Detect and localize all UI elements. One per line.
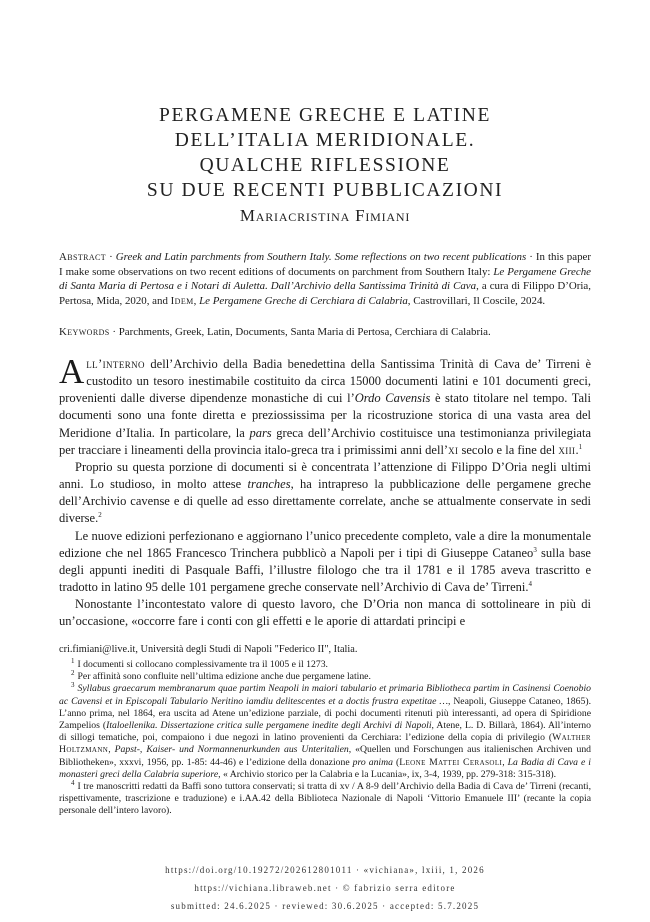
footnotes <box>59 656 592 818</box>
article-body <box>59 352 592 631</box>
title-line: PERGAMENE GRECHE E LATINE <box>159 105 491 126</box>
article-title <box>40 103 610 203</box>
doi-footer[interactable]: https://doi.org/10.19272/202612801011 · «vichiana», lxiii, 1, 2026 <box>165 865 485 875</box>
title-line: SU DUE RECENTI PUBBLICAZIONI <box>146 180 504 201</box>
abstract-title-en: Greek and Latin parchments from Southern Italy. Some reflections on two recent publications <box>115 251 527 263</box>
keywords-label: Keywords <box>59 326 110 338</box>
paragraph: Nonostante l’incontestato valore di questo lavoro, che D’Oria non manca di sottolineare in più di un’occasione, «occorre fare i conti con gli effetti e le aporie di attardati principi e <box>59 597 591 629</box>
footnote-ref[interactable]: 3 <box>533 545 537 554</box>
footnote-ref[interactable]: 1 <box>578 442 583 451</box>
author-affiliation: cri.fimiani@live.it, Università degli Studi di Napoli "Federico II", Italia. <box>59 644 358 655</box>
paragraph: All’interno dell’Archivio della Badia benedettina della Santissima Trinità di Cava de’ Tirreni è custodito un tesoro inestimabile costituito da circa 15000 documenti latini e 101 documenti greci, provenienti dalle diverse dipendenze monastiche di cui l’Ordo Cavensis è stato titolare nel tempo. Tali documenti sono una fonte diretta e preziossissima per la ricostruzione storica di una vasta area del Meridione d’Italia. In particolare, la pars greca dell’Archivio costituisce una testimonianza privilegiata per tracciare i lineamenti della provincia italo-greca tra i primissimi anni dell’xi secolo e la fine del xiii.$^1$ <box>59 352 592 457</box>
abstract: Abstract · Greek and Latin parchments from Southern Italy. Some reflections on two recent publications · In this paper I make some observations on two recent editions of documents on parchment from Southern Italy: Le Pergamene Greche di Santa Maria di Pertosa e i Notari di Auletta. Dall’Archivio della Santissima Trinità di Cava, a cura di Filippo D’Oria, Pertosa, Mida, 2020, and Idem, Le Pergamene Greche di Cerchiara di Calabria, Castrovillari, Il Coscile, 2024. <box>59 251 591 307</box>
drop-cap: A <box>59 352 85 391</box>
footnote-ref[interactable]: 4 <box>528 579 533 588</box>
book-title: Le Pergamene Greche di Cerchiara di Calabria <box>199 294 408 307</box>
book-title: Le Pergamene Greche di Santa Maria di Pertosa e i Notari di Auletta. Dall’Archivio della Santissima Trinità di Cava <box>59 265 591 293</box>
abstract-label: Abstract <box>59 251 107 263</box>
footnote-ref[interactable]: 2 <box>98 511 102 520</box>
footnote: $^1$ I documenti si collocano complessivamente tra il 1005 e il 1273. <box>71 656 328 670</box>
paragraph: Proprio su questa porzione di documenti si è concentrata l’attenzione di Filippo D’Oria negli ultimi anni. Lo studioso, in molto attese tranches, ha intrapreso la pubblicazione delle pergamene greche dell’Archivio cavense e di quelle ad esso direttamente correlate, anche se attualmente conservate in sedi diverse.$^2$ <box>59 459 591 526</box>
submission-dates: submitted: 24.6.2025 · reviewed: 30.6.2025 · accepted: 5.7.2025 <box>170 901 480 911</box>
title-line: DELL’ITALIA MERIDIONALE. <box>174 130 476 151</box>
publisher-footer[interactable]: https://vichiana.libraweb.net · © fabrizio serra editore <box>194 883 456 893</box>
footnote: $^3$ Syllabus graecarum membranarum quae partim Neapoli in maiori tabulario et primaria Bibliotheca partim in Casinensi Coenobio ac Cavensi et in Episcopali Tabulario Neritino iamdiu delitescentes et a doctis frustra expetitae …, Neapoli, Giuseppe Cataneo, 1865). L’anno prima, nel 1864, era uscita ad Atene un’edizione parziale, di pochi documenti ritenuti più interessanti, ad opera di Spiridione Zampelios (Italoellenika. Dissertazione critica sulle pergamene inedite degli Archivi di Napoli, Atene, L. D. Billarà, 1864). All’interno di sillogi tematiche, poi, compaiono i due negozi in latino provenienti da Cerchiara: l’edizione della copia di privilegio (Walther Holtzmann, Papst-, Kaiser- und Normannenurkunden aus Unteritalien, «Quellen und Forschungen aus italienischen Archiven und Bibliotheken», xxxvi, 1956, pp. 1-85: 44-46) e l’edizione della donazione pro anima (Leone Mattei Cerasoli, La Badia di Cava e i monasteri greci della Calabria superiore, « Archivio storico per la Calabria e la Lucania», ix, 3-4, 1939, pp. 279-318: 315-318). <box>59 681 592 780</box>
author-name: Mariacristina Fimiani <box>239 206 411 225</box>
footnote: $^4$ I tre manoscritti redatti da Baffi sono tuttora conservati; si tratta di xv / A 8-9 dell’Archivio della Badia di Cava de’ Tirreni (recanti, rispettivamente, trascrizione e traduzione) e i.AA.42 della Biblioteca Nazionale di Napoli ‘Vittorio Emanuele III’ (recante la copia personale dell’intero lavoro). <box>59 778 591 817</box>
footnote: $^2$ Per affinità sono confluite nell’ultima edizione anche due pergamene latine. <box>71 668 371 683</box>
title-line: QUALCHE RIFLESSIONE <box>199 155 451 176</box>
keywords: Keywords · Parchments, Greek, Latin, Documents, Santa Maria di Pertosa, Cerchiara di Calabria. <box>59 326 491 338</box>
paragraph: Le nuove edizioni perfezionano e aggiornano l’unico precedente completo, vale a dire la monumentale edizione che nel 1865 Francesco Trinchera pubblicò a Napoli per i tipi di Giuseppe Cataneo$^3$ sulla base degli appunti inediti di Pasquale Baffi, l’illustre filologo che tra il 1781 e il 1785 aveva trascritto e tradotto in latino 95 delle 101 pergamene greche conservate nell’Archivio di Cava de’ Tirreni.$^4$ <box>59 528 591 595</box>
